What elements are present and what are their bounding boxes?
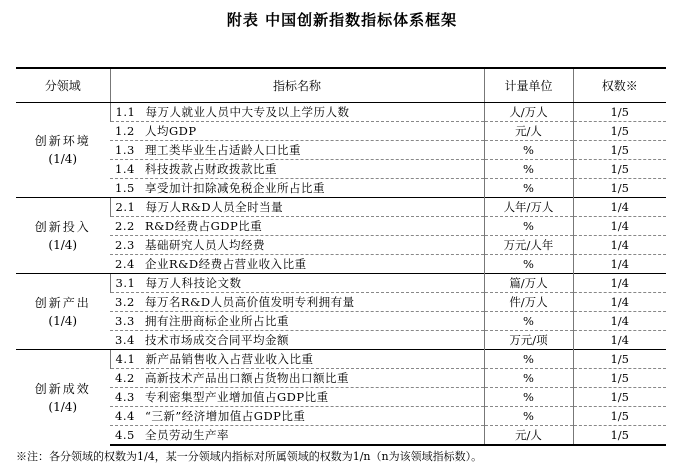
- unit-cell: 件/万人: [484, 293, 573, 312]
- indicator-cell: [110, 407, 484, 426]
- table-row: [16, 255, 666, 274]
- indicator-number: 3.4: [115, 333, 135, 347]
- indicator-name: 高新技术产品出口额占货物出口额比重: [145, 371, 349, 385]
- indicator-name: 每万人科技论文数: [145, 276, 242, 290]
- table-header-row: [16, 68, 666, 103]
- unit-cell: %: [484, 160, 573, 179]
- weight-cell: 1/5: [573, 160, 666, 179]
- domain-name: 创新产出: [34, 295, 91, 310]
- weight-cell: 1/4: [573, 236, 666, 255]
- indicator-name: 每万名R&D人员高价值发明专利拥有量: [145, 295, 355, 309]
- indicator-cell: [110, 160, 484, 179]
- header-domain: 分领域: [16, 68, 110, 103]
- indicator-name: 每万人R&D人员全时当量: [145, 200, 284, 214]
- table-body: [16, 103, 666, 446]
- indicator-cell: [110, 274, 484, 293]
- indicator-cell: [110, 141, 484, 160]
- footnote: ※注：各分领域的权数为1/4，某一分领域内指标对所属领域的权数为1/n（n为该领域指标数）。: [16, 450, 483, 463]
- indicator-cell: [110, 369, 484, 388]
- unit-cell: %: [484, 312, 573, 331]
- table-row: [16, 103, 666, 122]
- indicator-name: 基础研究人员人均经费: [145, 238, 265, 252]
- header-unit: 计量单位: [484, 68, 573, 103]
- indicator-number: 1.1: [115, 105, 136, 119]
- indicator-number: 4.5: [115, 428, 135, 442]
- page-title: 附表 中国创新指数指标体系框架: [226, 11, 458, 29]
- indicator-number: 2.2: [115, 219, 135, 233]
- domain-weight: (1/4): [48, 399, 78, 414]
- indicator-name: 人均GDP: [145, 124, 197, 138]
- indicator-number: 1.4: [115, 162, 135, 176]
- indicator-name: 全员劳动生产率: [145, 428, 229, 442]
- header-weight: 权数※: [573, 68, 666, 103]
- indicator-cell: [110, 236, 484, 255]
- unit-cell: %: [484, 141, 573, 160]
- indicator-number: 2.4: [115, 257, 135, 271]
- weight-cell: 1/4: [573, 312, 666, 331]
- indicator-cell: [110, 426, 484, 446]
- indicator-name: 理工类毕业生占适龄人口比重: [145, 143, 301, 157]
- unit-cell: %: [484, 179, 573, 198]
- table-row: [16, 160, 666, 179]
- indicator-number: 1.2: [115, 124, 135, 138]
- unit-cell: %: [484, 407, 573, 426]
- table-row: [16, 198, 666, 217]
- unit-cell: %: [484, 255, 573, 274]
- indicator-number: 2.3: [115, 238, 135, 252]
- table-row: [16, 236, 666, 255]
- indicator-cell: [110, 388, 484, 407]
- domain-weight: (1/4): [48, 152, 78, 166]
- domain-name: 创新环境: [34, 134, 91, 148]
- unit-cell: 人年/万人: [484, 198, 573, 217]
- weight-cell: 1/5: [573, 369, 666, 388]
- weight-cell: 1/5: [573, 407, 666, 426]
- indicator-cell: [110, 293, 484, 312]
- indicator-name: 专利密集型产业增加值占GDP比重: [145, 390, 329, 404]
- weight-cell: 1/5: [573, 179, 666, 198]
- domain-weight: (1/4): [48, 237, 78, 252]
- table-row: [16, 122, 666, 141]
- weight-cell: 1/5: [573, 350, 666, 369]
- weight-cell: 1/4: [573, 274, 666, 293]
- indicator-name: R&D经费占GDP比重: [145, 219, 263, 233]
- indicator-number: 4.3: [115, 390, 135, 404]
- domain-cell: [16, 103, 110, 198]
- table-row: [16, 426, 666, 446]
- weight-cell: 1/4: [573, 331, 666, 350]
- indicator-name: 拥有注册商标企业所占比重: [145, 314, 289, 328]
- weight-cell: 1/5: [573, 103, 666, 122]
- weight-cell: 1/4: [573, 198, 666, 217]
- indicator-number: 4.4: [115, 409, 135, 423]
- weight-cell: 1/5: [573, 426, 666, 446]
- indicator-number: 1.5: [115, 181, 135, 195]
- table-row: [16, 369, 666, 388]
- indicator-name: 享受加计扣除减免税企业所占比重: [145, 181, 325, 195]
- unit-cell: %: [484, 388, 573, 407]
- weight-cell: 1/5: [573, 388, 666, 407]
- unit-cell: 万元/项: [484, 331, 573, 350]
- indicator-number: 3.2: [115, 295, 135, 309]
- table-row: [16, 274, 666, 293]
- indicator-cell: [110, 198, 484, 217]
- indicator-number: 3.1: [115, 276, 136, 290]
- table-row: [16, 312, 666, 331]
- indicator-name: 技术市场成交合同平均金额: [145, 333, 289, 347]
- domain-cell: [16, 350, 110, 446]
- indicator-number: 3.3: [115, 314, 135, 328]
- unit-cell: 元/人: [484, 426, 573, 446]
- domain-cell: [16, 198, 110, 274]
- table-row: [16, 407, 666, 426]
- header-indicator: 指标名称: [110, 68, 484, 103]
- domain-name: 创新投入: [34, 219, 91, 234]
- indicator-number: 4.2: [115, 371, 135, 385]
- unit-cell: %: [484, 350, 573, 369]
- weight-cell: 1/4: [573, 255, 666, 274]
- unit-cell: 元/人: [484, 122, 573, 141]
- weight-cell: 1/5: [573, 122, 666, 141]
- indicator-cell: [110, 103, 484, 122]
- table-row: [16, 350, 666, 369]
- table-row: [16, 331, 666, 350]
- indicator-name: 企业R&D经费占营业收入比重: [145, 257, 307, 271]
- unit-cell: %: [484, 217, 573, 236]
- table-row: [16, 217, 666, 236]
- unit-cell: 万元/人年: [484, 236, 573, 255]
- domain-name: 创新成效: [34, 381, 91, 396]
- weight-cell: 1/5: [573, 141, 666, 160]
- indicator-name: 新产品销售收入占营业收入比重: [145, 352, 314, 366]
- table-row: [16, 179, 666, 198]
- indicator-number: 1.3: [115, 143, 135, 157]
- table-row: [16, 388, 666, 407]
- table-row: [16, 141, 666, 160]
- indicator-name: “三新”经济增加值占GDP比重: [145, 409, 306, 423]
- indicator-name: 科技拨款占财政拨款比重: [145, 162, 277, 176]
- indicator-cell: [110, 217, 484, 236]
- indicator-table: [16, 67, 666, 446]
- domain-weight: (1/4): [48, 313, 78, 328]
- table-row: [16, 293, 666, 312]
- unit-cell: 人/万人: [484, 103, 573, 122]
- indicator-cell: [110, 122, 484, 141]
- indicator-cell: [110, 179, 484, 198]
- indicator-cell: [110, 312, 484, 331]
- indicator-name: 每万人就业人员中大专及以上学历人数: [145, 105, 350, 119]
- unit-cell: %: [484, 369, 573, 388]
- unit-cell: 篇/万人: [484, 274, 573, 293]
- indicator-cell: [110, 350, 484, 369]
- indicator-cell: [110, 331, 484, 350]
- indicator-number: 4.1: [115, 352, 136, 366]
- weight-cell: 1/4: [573, 217, 666, 236]
- indicator-number: 2.1: [115, 200, 136, 214]
- domain-cell: [16, 274, 110, 350]
- indicator-cell: [110, 255, 484, 274]
- weight-cell: 1/4: [573, 293, 666, 312]
